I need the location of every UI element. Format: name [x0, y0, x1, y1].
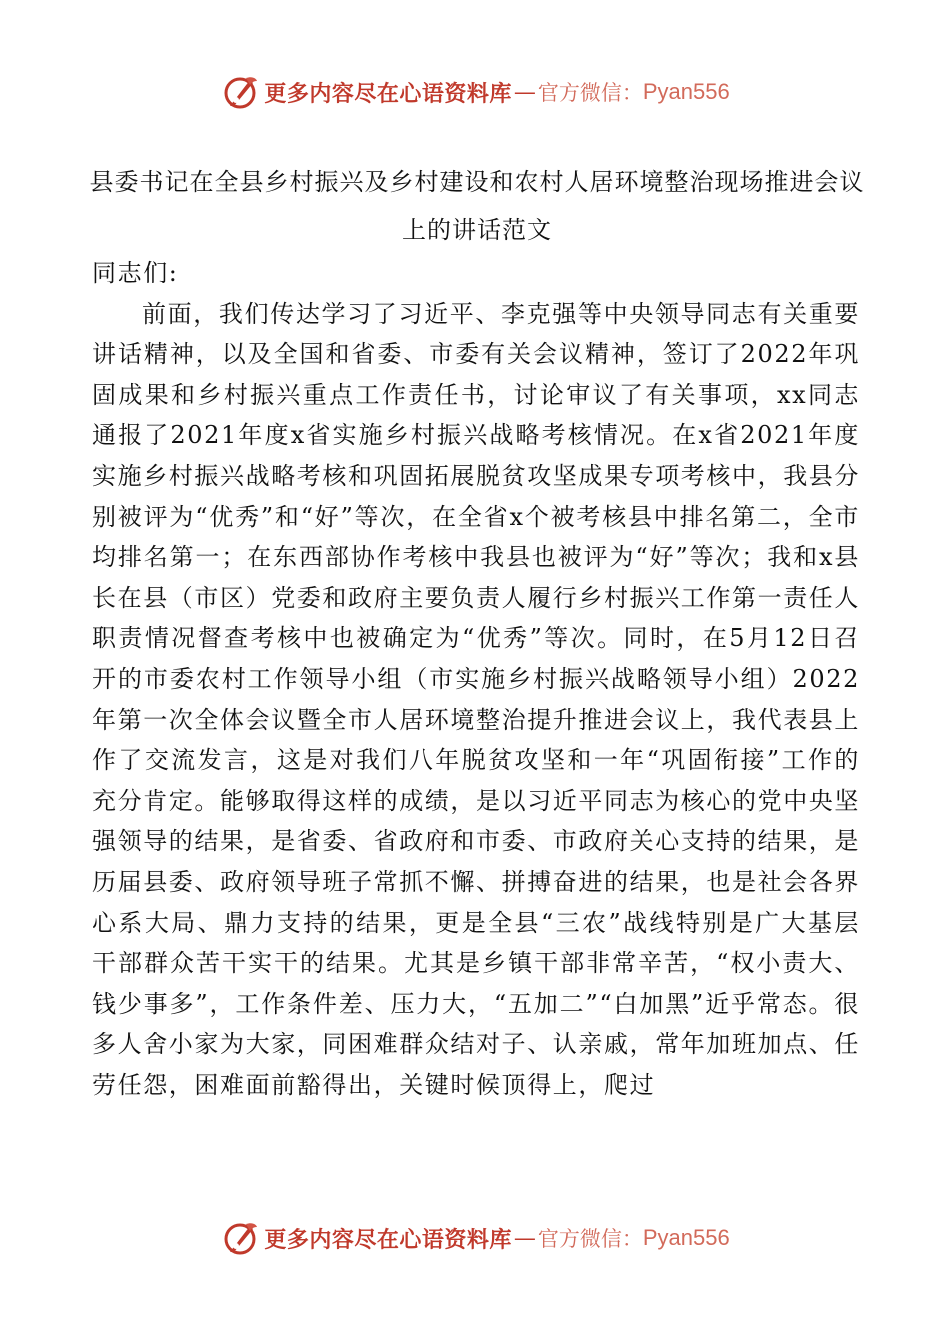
document-body — [92, 253, 860, 1105]
header-watermark — [0, 70, 950, 114]
footer-wechat-label: 官方微信： — [537, 1227, 643, 1251]
footer-brand-text: 更多内容尽在心语资料库 — [264, 1226, 512, 1253]
body-paragraph: 前面，我们传达学习了习近平、李克强等中央领导同志有关重要讲话精神，以及全国和省委、市委有关会议精神，签订了2022年巩固成果和乡村振兴重点工作责任书，讨论审议了有关事项，xx同志通报了2021年度x省实施乡村振兴战略考核情况。在x省2021年度实施乡村振兴战略考核和巩固拓展脱贫攻坚成果专项考核中，我县分别被评为“优秀”和“好”等次，在全省x个被考核县中排名第二，全市均排名第一；在东西部协作考核中我县也被评为“好”等次；我和x县长在县（市区）党委和政府主要负责人履行乡村振兴工作第一责任人职责情况督查考核中也被确定为“优秀”等次。同时，在5月12日召开的市委农村工作领导小组（市实施乡村振兴战略领导小组）2022年第一次全体会议暨全市人居环境整治提升推进会议上，我代表县上作了交流发言，这是对我们八年脱贫攻坚和一年“巩固衔接”工作的充分肯定。能够取得这样的成绩，是以习近平同志为核心的党中央坚强领导的结果，是省委、省政府和市委、市政府关心支持的结果，是历届县委、政府领导班子常抓不懈、拼搏奋进的结果，也是社会各界心系大局、鼎力支持的结果，更是全县“三农”战线特别是广大基层干部群众苦干实干的结果。尤其是乡镇干部非常辛苦，“权小责大、钱少事多”，工作条件差、压力大，“五加二”“白加黑”近乎常态。很多人舍小家为大家，同困难群众结对子、认亲戚，常年加班加点、任劳任怨，困难面前豁得出，关键时候顶得上，爬过 — [92, 299, 860, 1099]
document-title: 县委书记在全县乡村振兴及乡村建设和农村人居环境整治现场推进会议上的讲话范文 — [89, 168, 865, 244]
footer-separator: — — [513, 1225, 536, 1251]
header-separator: — — [513, 79, 536, 105]
header-brand-text: 更多内容尽在心语资料库 — [264, 80, 512, 107]
quill-logo-icon — [220, 1218, 260, 1258]
salutation: 同志们: — [92, 259, 179, 287]
footer-watermark — [0, 1216, 950, 1260]
header-wechat-id: Pyan556 — [642, 79, 730, 104]
header-wechat-label: 官方微信： — [537, 81, 643, 105]
quill-logo-icon — [220, 72, 260, 112]
footer-wechat-id: Pyan556 — [642, 1225, 730, 1250]
